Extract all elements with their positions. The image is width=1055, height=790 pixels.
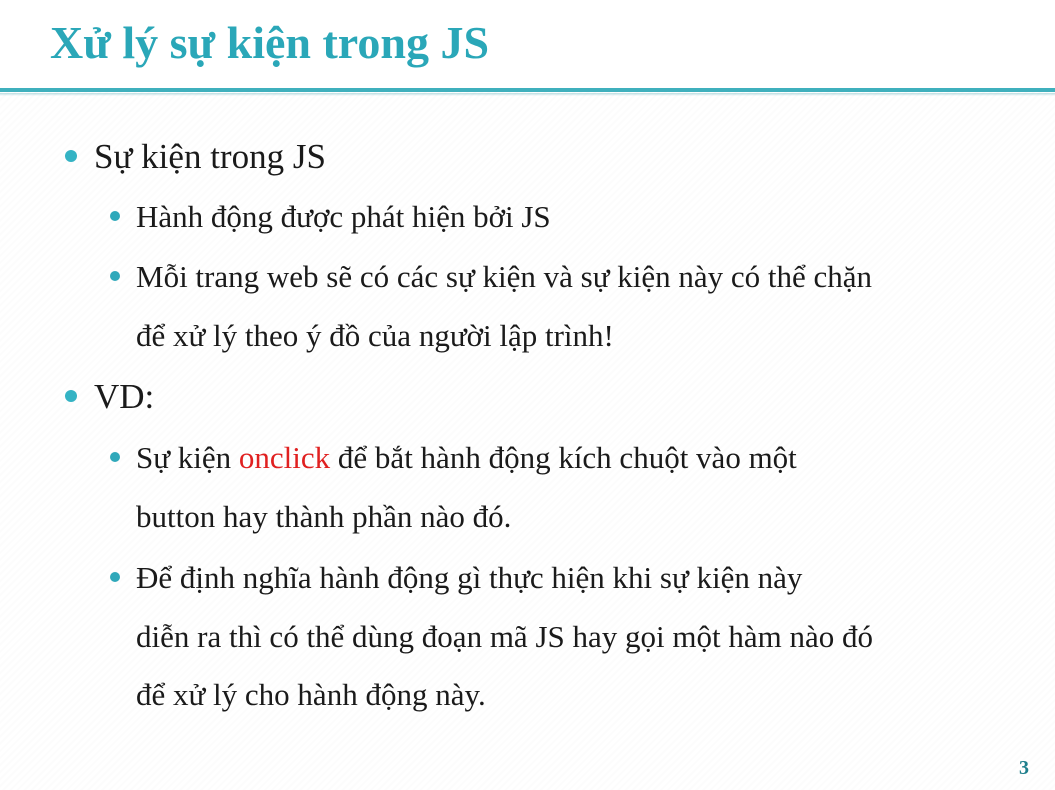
bullet-text-define-line3: để xử lý cho hành động này.: [136, 677, 486, 712]
slide-title: Xử lý sự kiện trong JS: [50, 17, 490, 68]
bullet-text-define-line1: Để định nghĩa hành động gì thực hiện khi sự kiện này: [136, 560, 803, 595]
onclick-keyword: onclick: [238, 440, 331, 475]
bullet-text-webpage-line1: Mỗi trang web sẽ có các sự kiện và sự kiện này có thể chặn: [136, 259, 873, 294]
bullet-text-onclick-line2: button hay thành phần nào đó.: [136, 499, 512, 534]
bullet-text-detected: Hành động được phát hiện bởi JS: [136, 199, 551, 234]
bullet-text-example: VD:: [94, 377, 155, 416]
bullet-text-define-line2: diễn ra thì có thể dùng đoạn mã JS hay gọi một hàm nào đó: [136, 619, 873, 654]
bullet-text-onclick-line1: [136, 442, 797, 473]
title-divider-shadow: [0, 93, 1055, 96]
bullet-level2: [110, 572, 120, 582]
bullet-level1: [65, 150, 77, 162]
onclick-suffix: để bắt hành động kích chuột vào một: [330, 440, 797, 475]
bullet-level1: [65, 390, 77, 402]
bullet-level2: [110, 452, 120, 462]
page-number: 3: [1019, 757, 1029, 779]
onclick-prefix: Sự kiện: [136, 440, 239, 475]
bullet-level2: [110, 271, 120, 281]
title-divider: [0, 88, 1055, 92]
bullet-text-events: Sự kiện trong JS: [94, 137, 326, 176]
bullet-text-webpage-line2: để xử lý theo ý đồ của người lập trình!: [136, 318, 614, 353]
bullet-level2: [110, 211, 120, 221]
